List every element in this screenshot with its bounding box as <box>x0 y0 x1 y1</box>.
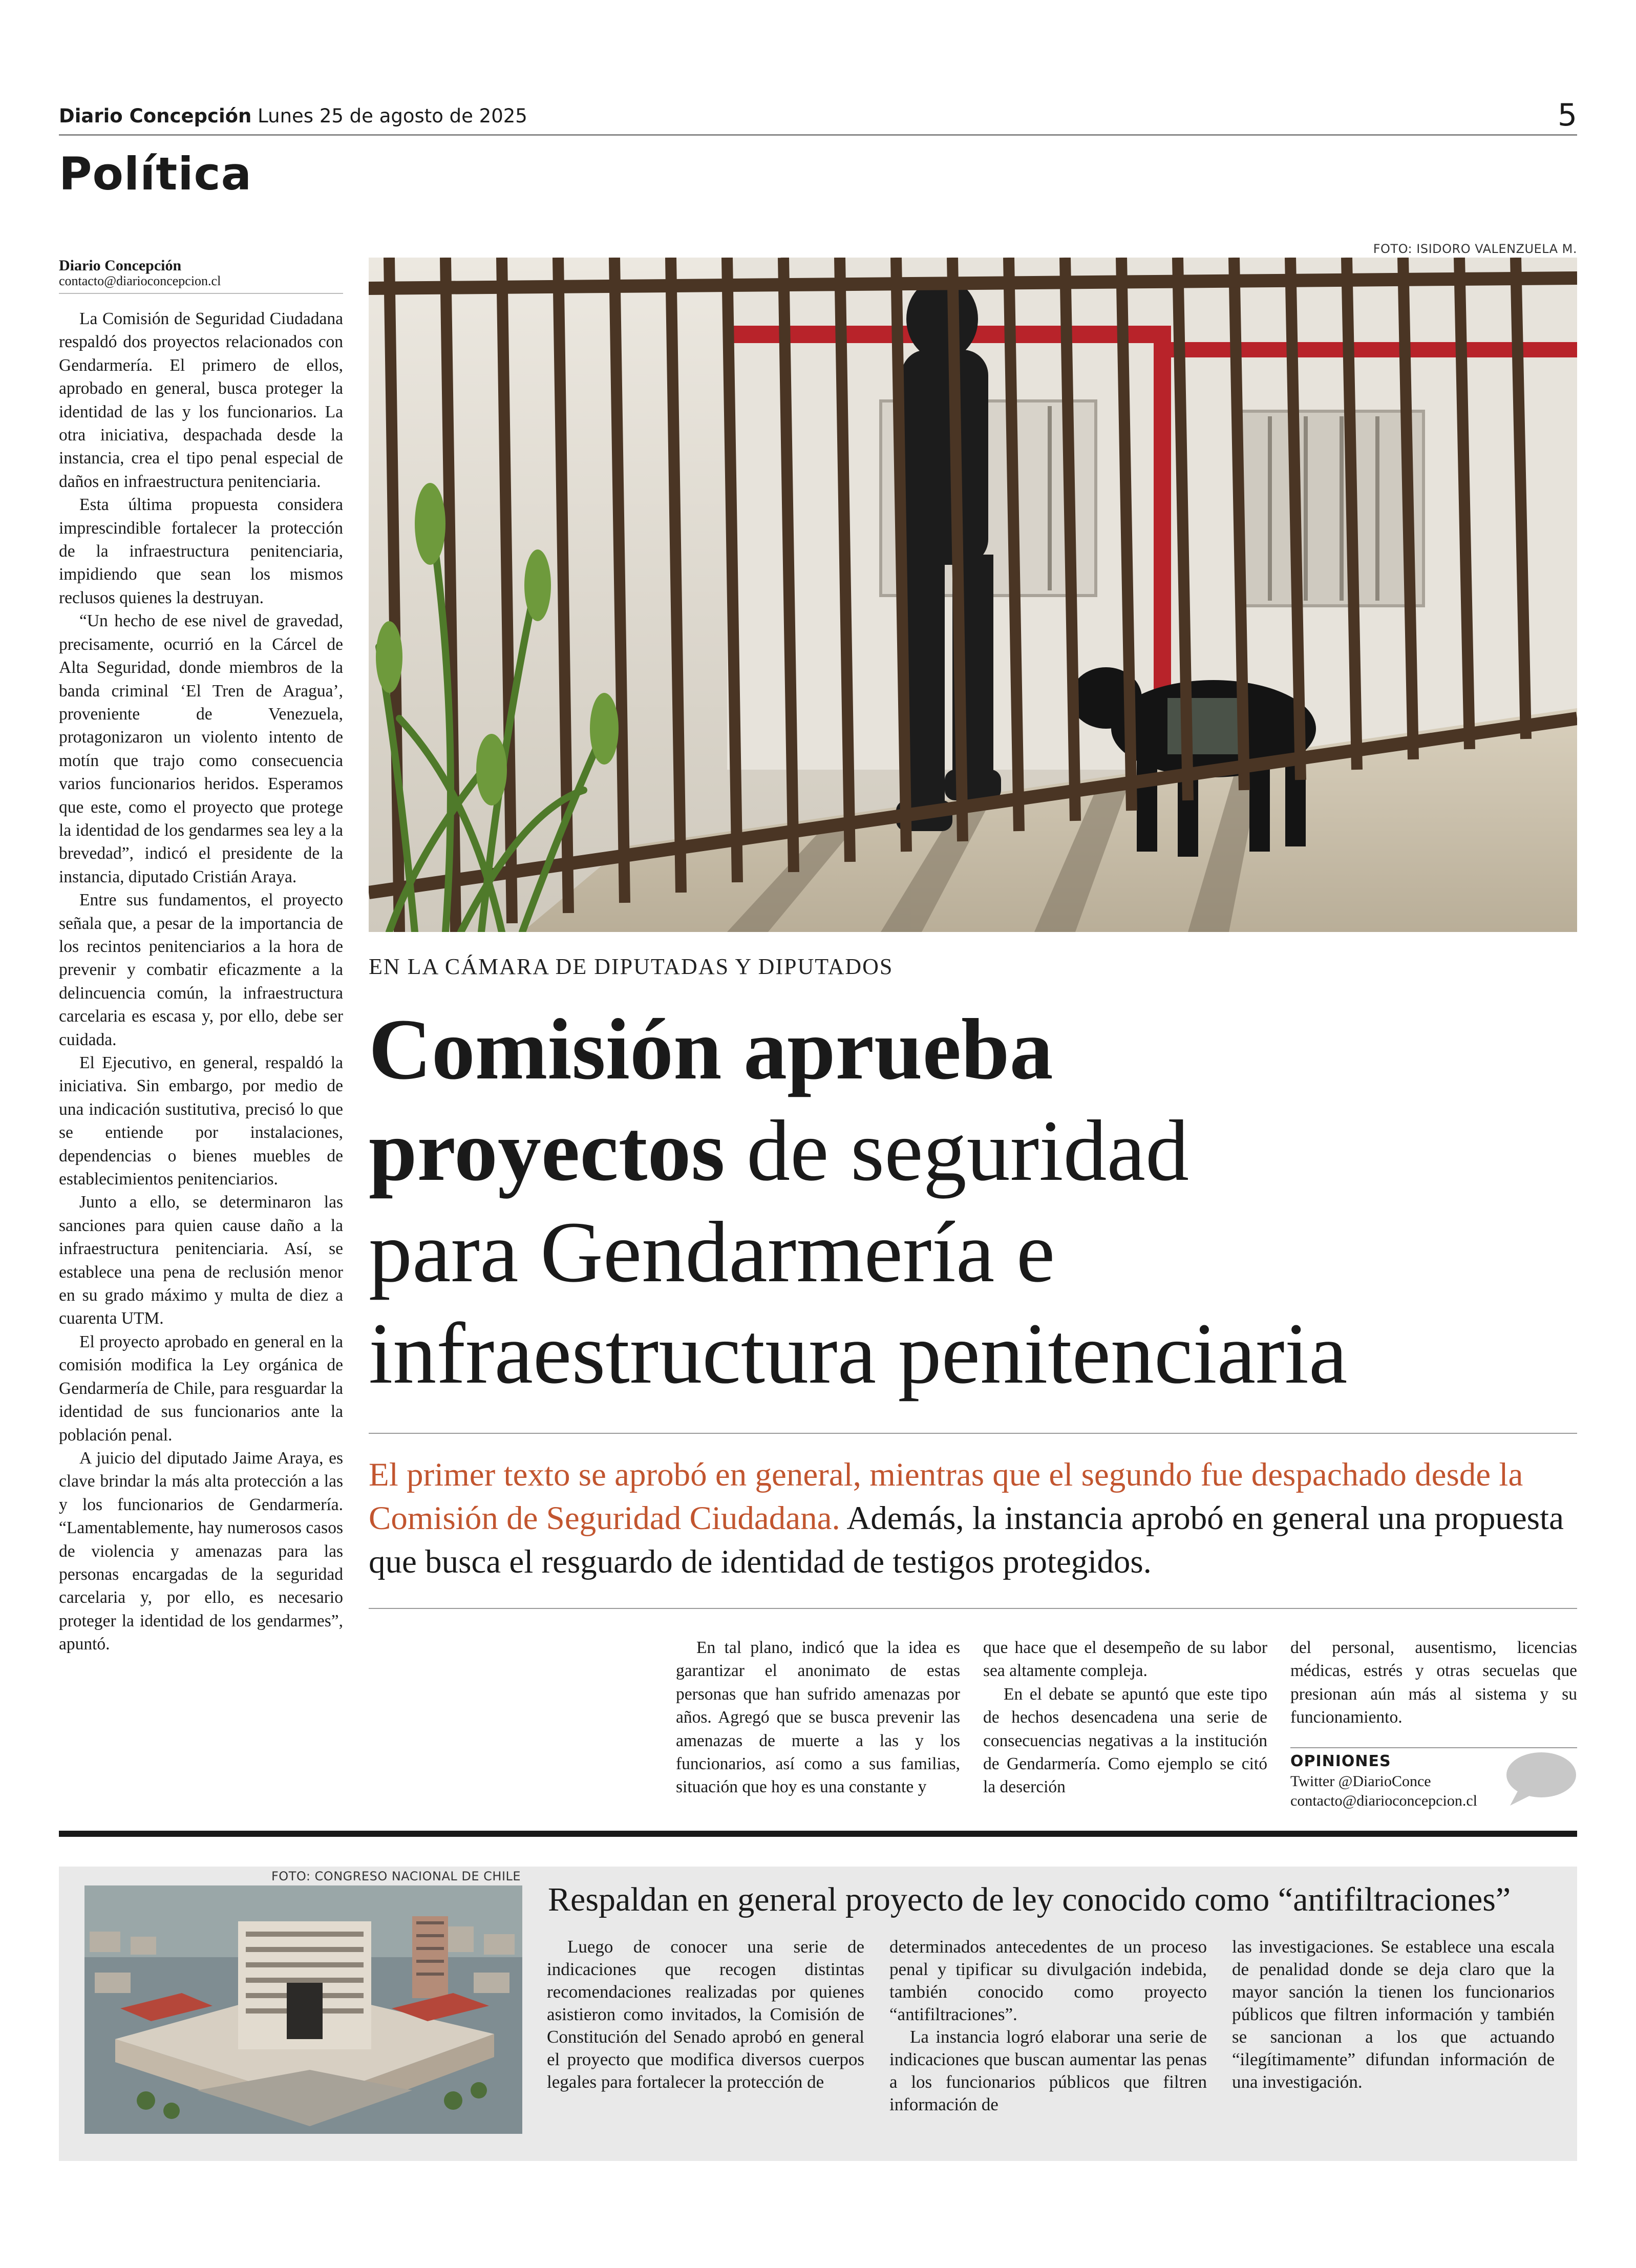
byline-name: Diario Concepción <box>59 257 182 274</box>
deck-highlight: El primer texto se aprobó en general, mientras que el segundo fue despachado desde la Comisión de Seguridad Ciudadana. <box>369 1456 1523 1537</box>
body-column-3 <box>1290 1636 1577 1729</box>
section-title: Política <box>59 147 252 200</box>
headline-rule-bottom <box>369 1608 1577 1609</box>
article-deck <box>369 1453 1577 1584</box>
headline-rule-top <box>369 1433 1577 1434</box>
byline-rule <box>59 293 343 294</box>
left-column-body <box>59 307 343 1656</box>
paragraph: El Ejecutivo, en general, respaldó la iniciativa. Sin embargo, por medio de una indicación sustitutiva, precisó lo que se entiende por instalaciones, dependencias o bienes muebles de establecimientos penitenciarios. <box>59 1053 343 1189</box>
box-photo-credit: FOTO: CONGRESO NACIONAL DE CHILE <box>271 1869 521 1883</box>
paragraph: Luego de conocer una serie de indicaciones que recogen distintas recomendaciones realizadas por quienes asistieron como invitados, la Comisión de Constitución del Senado aprobó en general el proyecto que modifica diversos cuerpos legales para fortalecer la protección de <box>547 1937 864 2092</box>
paragraph: La Comisión de Seguridad Ciudadana respaldó dos proyectos relacionados con Gendarmería. El primero de ellos, aprobado en general, busca proteger la identidad de las y los funcionarios. La otra iniciativa, despachada desde la instancia, crea el tipo penal especial de daños en infraestructura penitenciaria. <box>59 309 343 491</box>
headline-bold-part-2: proyectos <box>369 1103 725 1199</box>
paragraph: Junto a ello, se determinaron las sanciones para quien cause daño a la infraestructura penitenciaria. Así, se establece una pena de reclusión menor en su grado máximo y multa de diez a cuarenta UTM. <box>59 1193 343 1328</box>
headline-bold-part-1: Comisión aprueba <box>369 1001 1053 1097</box>
masthead-date: Lunes 25 de agosto de 2025 <box>258 105 527 127</box>
paragraph: En el debate se apuntó que este tipo de hechos desencadena una serie de consecuencias negativas a la institución de Gendarmería. Como ejemplo se citó la deserción <box>983 1684 1267 1797</box>
headline-part-3: infraestructura penitenciaria <box>369 1305 1348 1402</box>
paragraph: del personal, ausentismo, licencias médicas, estrés y otras secuelas que presionan aún más al sistema y su funcionamiento. <box>1290 1638 1577 1727</box>
speech-bubble-icon <box>1503 1750 1577 1807</box>
byline-email[interactable]: contacto@diarioconcepcion.cl <box>59 273 221 288</box>
opiniones-twitter[interactable]: Twitter @DiarioConce <box>1290 1773 1431 1790</box>
opiniones-title: OPINIONES <box>1290 1752 1391 1770</box>
paragraph: “Un hecho de ese nivel de gravedad, precisamente, ocurrió en la Cárcel de Alta Seguridad, donde miembros de la banda criminal ‘El Tren de Aragua’, proveniente de Venezuela, protagonizaron un violento intento de motín que trajo como consecuencia varios funcionarios heridos. Esperamos que este, como el proyecto que protege la identidad de los gendarmes sea ley a la brevedad”, indicó el presidente de la instancia, diputado Cristián Araya. <box>59 611 343 886</box>
box-column-3 <box>1232 1936 1555 2093</box>
paragraph: Esta última propuesta considera imprescindible fortalecer la protección de la infraestructura penitenciaria, impidiendo que sean los mismos reclusos quienes la destruyan. <box>59 495 343 607</box>
paragraph: Entre sus fundamentos, el proyecto señala que, a pesar de la importancia de los recintos penitenciarios a la hora de prevenir y combatir eficazmente a la delincuencia común, la infraestructura carcelaria es escasa y, por ello, debe ser cuidada. <box>59 891 343 1049</box>
paragraph: En tal plano, indicó que la idea es garantizar el anonimato de estas personas que han sufrido amenazas por años. Agregó que se busca prevenir las amenazas de muerte a las y los funcionarios, así como a sus familias, situación que hoy es una constante y <box>676 1638 960 1797</box>
section-divider <box>59 1831 1577 1837</box>
header-rule <box>59 134 1577 136</box>
deck-text: Además, la instancia aprobó en general una propuesta que busca el resguardo de identidad de testigos protegidos. <box>369 1500 1564 1580</box>
paragraph: las investigaciones. Se establece una escala de penalidad donde se deja claro que la mayor sanción la tienen los funcionarios públicos que filtren información y también se sancionan a los que actuando “ilegítimamente” difundan información de una investigación. <box>1232 1937 1555 2092</box>
masthead-paper: Diario Concepción <box>59 105 252 127</box>
box-column-1 <box>547 1936 864 2093</box>
masthead <box>59 105 527 127</box>
box-title: Respaldan en general proyecto de ley conocido como “antifiltraciones” <box>548 1881 1511 1918</box>
headline-part-2: para Gendarmería e <box>369 1204 1055 1300</box>
congress-building-photo <box>84 1885 522 2134</box>
body-column-1 <box>676 1636 960 1799</box>
paragraph: El proyecto aprobado en general en la comisión modifica la Ley orgánica de Gendarmería de Chile, para resguardar la identidad de sus funcionarios ante la población penal. <box>59 1332 343 1445</box>
paragraph: que hace que el desempeño de su labor sea altamente compleja. <box>983 1638 1267 1681</box>
article-headline <box>369 999 1577 1404</box>
opiniones-rule <box>1290 1747 1577 1748</box>
body-column-2 <box>983 1636 1267 1799</box>
main-photo <box>369 258 1577 932</box>
paragraph: La instancia logró elaborar una serie de indicaciones que buscan aumentar las penas a los funcionarios públicos que filtren información de <box>889 2027 1207 2114</box>
photo-credit: FOTO: ISIDORO VALENZUELA M. <box>1373 242 1577 256</box>
page-number: 5 <box>1557 97 1577 133</box>
box-column-2 <box>889 1936 1207 2116</box>
paragraph: determinados antecedentes de un proceso penal y tipificar su divulgación indebida, también conocido como proyecto “antifiltraciones”. <box>889 1937 1207 2024</box>
headline-part-1: de seguridad <box>725 1103 1189 1199</box>
paragraph: A juicio del diputado Jaime Araya, es clave brindar la más alta protección a las y los funcionarios de Gendarmería. “Lamentablemente, hay numerosos casos de violencia y amenazas para las personas encargadas de la seguridad carcelaria y, por ello, es necesario proteger la identidad de los gendarmes”, apuntó. <box>59 1448 343 1654</box>
article-kicker: EN LA CÁMARA DE DIPUTADAS Y DIPUTADOS <box>369 954 894 979</box>
opiniones-email[interactable]: contacto@diarioconcepcion.cl <box>1290 1792 1477 1809</box>
